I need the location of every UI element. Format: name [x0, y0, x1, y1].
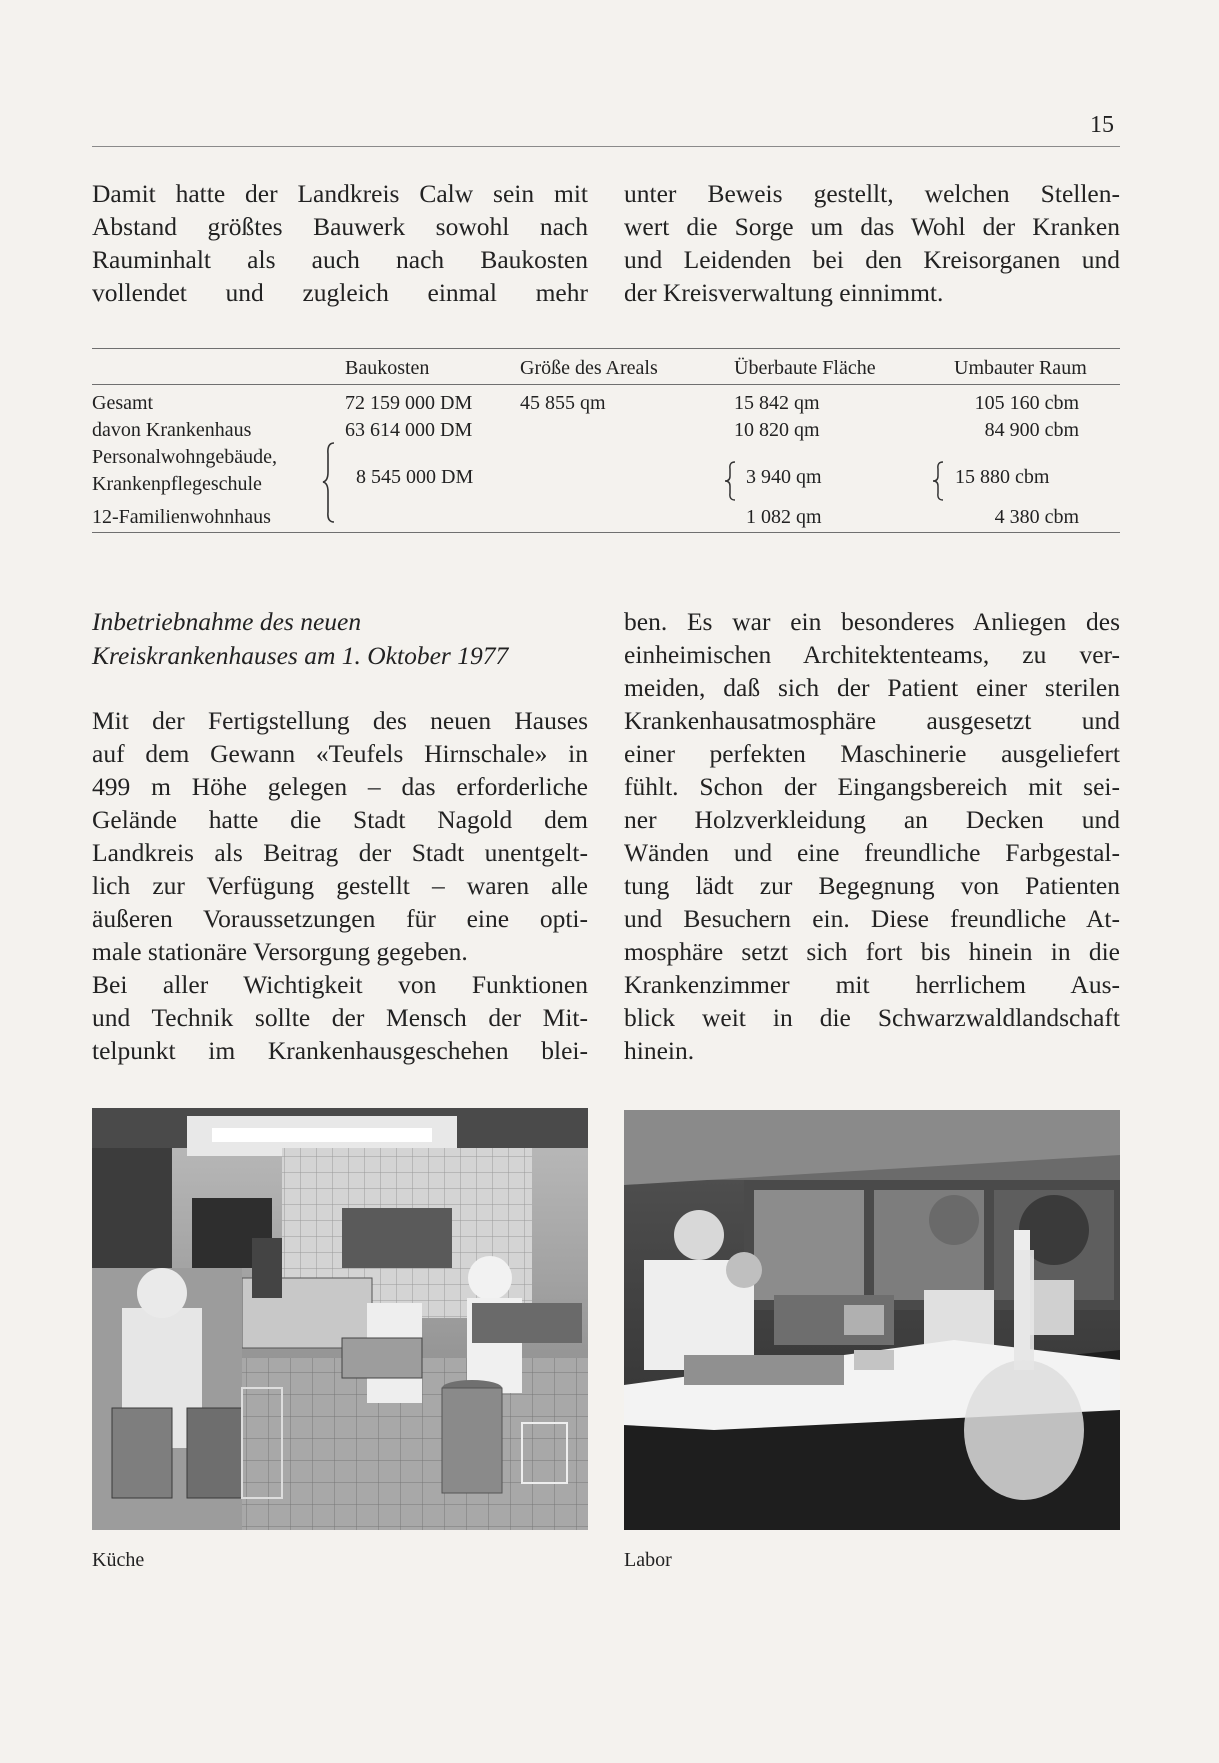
table-cell-cost: 8 545 000 DM: [356, 466, 474, 488]
section-heading-line: Inbetriebnahme des neuen: [92, 607, 362, 636]
table-row-label: davon Krankenhaus: [92, 419, 252, 441]
table-top-rule: [92, 348, 1120, 349]
body-right-line: Krankenzimmer mit herrlichem Aus-: [624, 970, 1120, 999]
table-bottom-rule: [92, 532, 1120, 533]
body-right-line: fühlt. Schon der Eingangsbereich mit sei-: [624, 772, 1120, 801]
header-rule: [92, 146, 1120, 147]
kitchen-caption: Küche: [92, 1549, 145, 1571]
table-cell-cost: 63 614 000 DM: [345, 419, 473, 441]
table-cell-volume: 4 380 cbm: [994, 506, 1079, 528]
intro-right-line: wert die Sorge um das Wohl der Kranken: [624, 212, 1120, 241]
intro-right-line: der Kreisverwaltung einnimmt.: [624, 278, 944, 307]
table-cell-built: 15 842 qm: [734, 392, 820, 414]
cost-brace: [322, 440, 340, 525]
body-right-line: tung lädt zur Begegnung von Patienten: [624, 871, 1120, 900]
body-right-line: einer perfekten Maschinerie ausgeliefert: [624, 739, 1120, 768]
table-row-label-cont: Krankenpflegeschule: [92, 473, 262, 495]
table-cell-cost: 72 159 000 DM: [345, 392, 473, 414]
body-right-line: Krankenhausatmosphäre ausgesetzt und: [624, 706, 1120, 735]
table-cell-built: 10 820 qm: [734, 419, 820, 441]
body-right-line: ner Holzverkleidung an Decken und: [624, 805, 1120, 834]
table-row-label: 12-Familienwohnhaus: [92, 506, 271, 528]
lab-caption: Labor: [624, 1549, 672, 1571]
table-row-label: Gesamt: [92, 392, 154, 414]
table-cell-volume: 105 160 cbm: [974, 392, 1079, 414]
body-left-column: [92, 704, 588, 1067]
intro-right-column: [624, 177, 1120, 309]
built-brace: [724, 460, 738, 502]
table-header-raum: Umbauter Raum: [954, 357, 1087, 379]
table-cell-built: 3 940 qm: [746, 466, 822, 488]
body-right-line: Wänden und eine freundliche Farbgestal-: [624, 838, 1120, 867]
body-left-line: Landkreis als Beitrag der Stadt unentgelt-: [92, 838, 588, 867]
body-right-line: mosphäre setzt sich fort bis hinein in die: [624, 937, 1120, 966]
table-cell-volume: 15 880 cbm: [955, 466, 1050, 488]
intro-right-line: und Leidenden bei den Kreisorganen und: [624, 245, 1120, 274]
body-right-line: meiden, daß sich der Patient einer sterilen: [624, 673, 1120, 702]
body-left-line: und Technik sollte der Mensch der Mit-: [92, 1003, 588, 1032]
table-row-label: Personalwohngebäude,: [92, 446, 277, 468]
body-left-line: Bei aller Wichtigkeit von Funktionen: [92, 970, 588, 999]
body-right-line: hinein.: [624, 1036, 695, 1065]
table-cell-volume: 84 900 cbm: [984, 419, 1079, 441]
section-heading-line: Kreiskrankenhauses am 1. Oktober 1977: [92, 641, 509, 670]
body-left-line: äußeren Voraussetzungen für eine opti-: [92, 904, 588, 933]
body-left-line: Mit der Fertigstellung des neuen Hauses: [92, 706, 588, 735]
intro-right-line: unter Beweis gestellt, welchen Stellen-: [624, 179, 1120, 208]
table-header-rule: [92, 384, 1120, 385]
intro-left-line: vollendet und zugleich einmal mehr: [92, 278, 588, 307]
table-header-areal: Größe des Areals: [520, 357, 658, 379]
body-right-column: [624, 605, 1120, 1067]
section-heading: [92, 605, 508, 673]
body-left-line: telpunkt im Krankenhausgeschehen blei-: [92, 1036, 588, 1065]
table-header-baukosten: Baukosten: [345, 357, 430, 379]
intro-left-line: Abstand größtes Bauwerk sowohl nach: [92, 212, 588, 241]
body-left-line: auf dem Gewann «Teufels Hirnschale» in: [92, 739, 588, 768]
body-right-line: ben. Es war ein besonderes Anliegen des: [624, 607, 1120, 636]
body-right-line: blick weit in die Schwarzwaldlandschaft: [624, 1003, 1120, 1032]
body-left-line: Gelände hatte die Stadt Nagold dem: [92, 805, 588, 834]
page-number: 15: [1090, 112, 1114, 138]
intro-left-column: [92, 177, 588, 309]
body-right-line: und Besuchern ein. Diese freundliche At-: [624, 904, 1120, 933]
table-cell-built: 1 082 qm: [746, 506, 822, 528]
body-left-line: lich zur Verfügung gestellt – waren alle: [92, 871, 588, 900]
kitchen-photo: [92, 1108, 588, 1530]
intro-left-line: Damit hatte der Landkreis Calw sein mit: [92, 179, 588, 208]
body-left-line: male stationäre Versorgung gegeben.: [92, 937, 468, 966]
body-left-line: 499 m Höhe gelegen – das erforderliche: [92, 772, 588, 801]
table-header-flaeche: Überbaute Fläche: [734, 357, 876, 379]
body-right-line: einheimischen Architektenteams, zu ver-: [624, 640, 1120, 669]
intro-left-line: Rauminhalt als auch nach Baukosten: [92, 245, 588, 274]
table-cell-area: 45 855 qm: [520, 392, 606, 414]
volume-brace: [932, 460, 946, 502]
lab-photo: [624, 1110, 1120, 1530]
